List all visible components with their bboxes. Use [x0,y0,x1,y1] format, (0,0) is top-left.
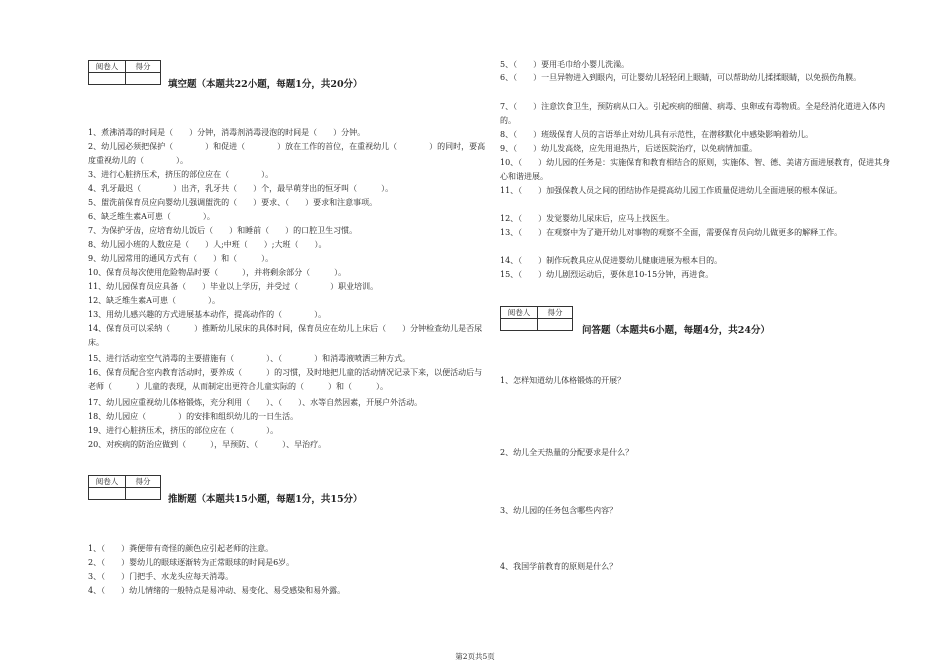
fill-item: 12、缺乏维生素A可患（ ）。 [88,296,220,305]
fill-item: 13、用幼儿感兴趣的方式进展基本动作，提高动作的（ ）。 [88,310,327,319]
judge-item: 10、（ ）幼儿园的任务是：实施保育和教育相结合的原则，实施体、智、德、美诸方面进展教育，促进其身心和谐进展。 [500,158,891,181]
grader-label: 阅卷人 [501,307,538,319]
judge-item: 12、（ ）发觉婴幼儿尿床后，应马上找医生。 [500,214,675,223]
grader-cell[interactable] [501,319,538,331]
fill-item: 10、保育员每次使用危险物品时要（ ），并将剩余部分（ ）。 [88,268,347,277]
fill-item: 4、乳牙最迟（ ）出齐，乳牙共（ ）个，最早萌芽出的恒牙叫（ ）。 [88,184,394,193]
score-label: 得分 [126,476,161,488]
score-box-qa [500,306,573,331]
judge-item: 15、（ ）幼儿剧烈运动后，要休息10-15分钟，再进食。 [500,270,714,279]
judge-item: 3、（ ）门把手、水龙头应每天消毒。 [88,572,234,581]
score-label: 得分 [538,307,573,319]
judge-item: 1、（ ）粪便带有奇怪的颜色应引起老师的注意。 [88,544,274,553]
grader-label: 阅卷人 [89,476,126,488]
score-cell[interactable] [538,319,573,331]
qa-item: 1、怎样知道幼儿体格锻炼的开展？ [500,376,626,385]
qa-section-title: 问答题（本题共6小题，每题4分，共24分） [582,325,770,336]
judge-item: 14、（ ）制作玩教具应从促进婴幼儿健康进展为根本目的。 [500,256,723,265]
fill-item: 18、幼儿园应（ ）的安排和组织幼儿的一日生活。 [88,412,299,421]
judge-item: 13、（ ）在观察中为了避开幼儿对事物的观察不全面，需要保育员向幼儿做更多的解释工作。 [500,228,843,237]
fill-section-title: 填空题（本题共22小题，每题1分，共20分） [168,79,363,90]
judge-item: 11、（ ）加强保教人员之间的团结协作是提高幼儿园工作质量促进幼儿全面进展的根本保证。 [500,186,843,195]
fill-item: 17、幼儿园应重视幼儿体格锻炼，充分利用（ ）、（ ）、水等自然因素，开展户外活动。 [88,398,423,407]
judge-item: 8、（ ）班级保育人员的言语举止对幼儿具有示范性，在潜移默化中感染影响着幼儿。 [500,130,814,139]
score-cell[interactable] [126,488,161,500]
fill-item: 3、进行心脏挤压术，挤压的部位应在（ ）。 [88,170,274,179]
qa-item: 3、幼儿园的任务包含哪些内容？ [500,506,618,515]
fill-item: 19、进行心脏挤压术，挤压的部位应在（ ）。 [88,426,279,435]
judge-item: 9、（ ）幼儿发高烧，应先用退热片，后送医院治疗，以免病情加重。 [500,144,758,153]
fill-item: 2、幼儿园必须把保护（ ）和促进（ ）放在工作的首位，在重视幼儿（ ）的同时，要高度重视幼儿的（ ）。 [88,142,486,165]
page-footer: 第2页共5页 [455,652,495,661]
fill-item: 20、对疾病的防治应做到（ ），早预防、（ ）、早治疗。 [88,440,327,449]
judge-section-title: 推断题（本题共15小题，每题1分，共15分） [168,494,363,505]
qa-item: 2、幼儿全天热量的分配要求是什么？ [500,448,634,457]
fill-item: 15、进行活动室空气消毒的主要措施有（ ）、（ ）和消毒液喷洒三种方式。 [88,354,411,363]
score-label: 得分 [126,61,161,73]
judge-item: 4、（ ）幼儿情绪的一般特点是易冲动、易变化、易受感染和易外露。 [88,586,346,595]
fill-item: 11、幼儿园保育员应具备（ ）毕业以上学历，并受过（ ）职业培训。 [88,282,379,291]
qa-item: 4、我国学前教育的原则是什么？ [500,562,618,571]
judge-item: 7、（ ）注意饮食卫生，预防病从口入。引起疾病的细菌、病毒、虫卵或有毒物质。全是经消化道进入体内的。 [500,102,886,125]
score-box-judge [88,475,161,500]
fill-item: 6、缺乏维生素A可患（ ）。 [88,212,215,221]
fill-item: 16、保育员配合室内教育活动时，要养成（ ）的习惯，及时地把儿童的活动情况记录下来，以便活动后与老师（ ）儿童的表现，从而制定出更符合儿童实际的（ ）和（ ）。 [88,368,483,391]
grader-cell[interactable] [89,73,126,85]
score-cell[interactable] [126,73,161,85]
fill-item: 5、盥洗前保育员应向婴幼儿强调盥洗的（ ）要求、（ ）要求和注意事项。 [88,198,378,207]
grader-cell[interactable] [89,488,126,500]
fill-item: 1、煮沸消毒的时间是（ ）分钟，消毒剂消毒浸泡的时间是（ ）分钟。 [88,128,366,137]
score-box-fill [88,60,161,85]
judge-item: 5、（ ）要用毛巾给小婴儿洗澡。 [500,60,630,69]
fill-item: 7、为保护牙齿，应培育幼儿饭后（ ）和睡前（ ）的口腔卫生习惯。 [88,226,358,235]
fill-item: 9、幼儿园常用的通风方式有（ ）和（ ）。 [88,254,274,263]
fill-item: 8、幼儿园小班的人数应是（ ）人;中班（ ）;大班（ ）。 [88,240,327,249]
judge-item: 6、（ ）一旦异物进入到眼内，可让婴幼儿轻轻闭上眼睛，可以帮助幼儿揉揉眼睛，以免损伤角膜。 [500,73,862,82]
fill-item: 14、保育员可以采纳（ ）推断幼儿尿床的具体时间，保育员应在幼儿上床后（ ）分钟检查幼儿是否尿床。 [88,324,483,347]
grader-label: 阅卷人 [89,61,126,73]
judge-item: 2、（ ）婴幼儿的眼球逐渐转为正常眼球的时间是6岁。 [88,558,295,567]
